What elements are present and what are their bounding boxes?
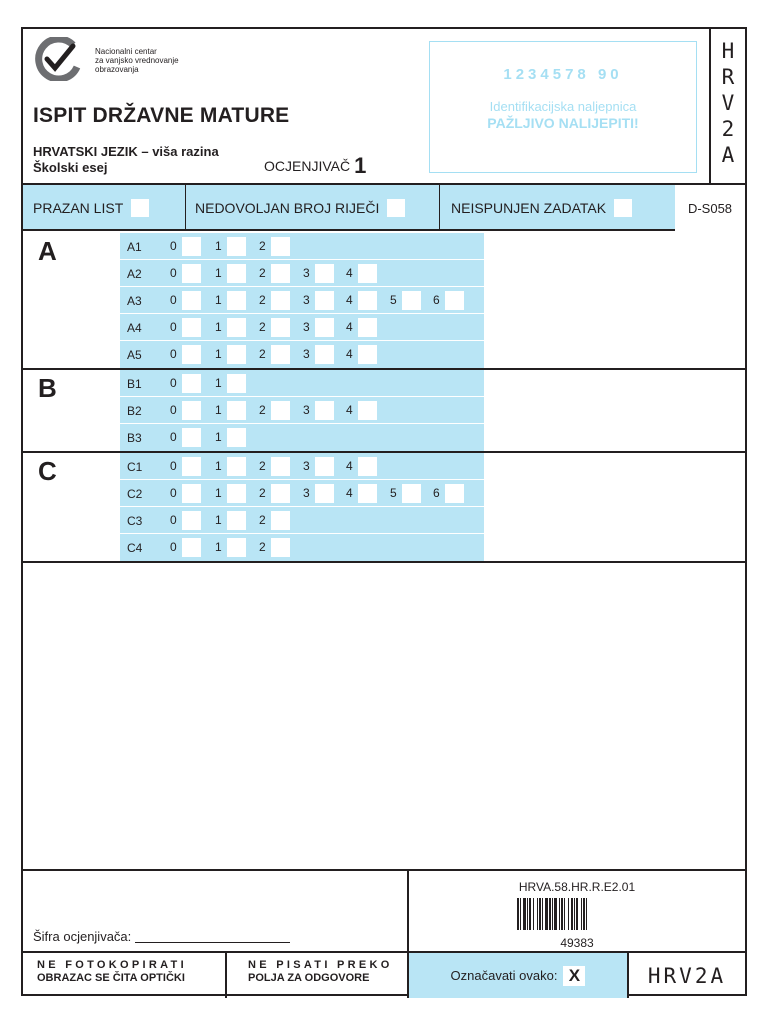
ncvvo-logo-icon (33, 37, 85, 81)
score-value: 3 (303, 486, 310, 500)
score-value: 4 (346, 459, 353, 473)
score-checkbox[interactable] (315, 401, 334, 420)
exam-title: ISPIT DRŽAVNE MATURE (33, 104, 290, 127)
task-label: C3 (127, 514, 143, 528)
id-sticker-area[interactable] (429, 41, 697, 173)
score-checkbox[interactable] (271, 264, 290, 283)
empty-sheet-checkbox[interactable] (131, 199, 149, 217)
score-checkbox[interactable] (358, 318, 377, 337)
score-row (120, 397, 484, 424)
insufficient-words-checkbox[interactable] (387, 199, 405, 217)
score-checkbox[interactable] (315, 345, 334, 364)
score-value: 0 (170, 540, 177, 554)
score-checkbox[interactable] (182, 374, 201, 393)
score-value: 1 (215, 293, 222, 307)
score-checkbox[interactable] (182, 484, 201, 503)
score-checkbox[interactable] (227, 538, 246, 557)
score-checkbox[interactable] (358, 345, 377, 364)
score-value: 1 (215, 239, 222, 253)
score-value: 0 (170, 486, 177, 500)
score-value: 3 (303, 459, 310, 473)
score-row (120, 287, 484, 314)
score-checkbox[interactable] (271, 511, 290, 530)
score-checkbox[interactable] (227, 374, 246, 393)
task-label: A1 (127, 240, 142, 254)
score-checkbox[interactable] (182, 538, 201, 557)
score-value: 1 (215, 513, 222, 527)
score-block (120, 370, 484, 451)
score-checkbox[interactable] (182, 237, 201, 256)
score-value: 1 (215, 430, 222, 444)
footer (23, 869, 745, 996)
unfinished-task-checkbox[interactable] (614, 199, 632, 217)
barcode-area (409, 871, 745, 953)
score-checkbox[interactable] (315, 318, 334, 337)
status-row (23, 185, 745, 231)
sticker-digits: 1234578 90 (503, 66, 623, 83)
score-value: 1 (215, 347, 222, 361)
score-checkbox[interactable] (271, 457, 290, 476)
score-value: 0 (170, 347, 177, 361)
score-checkbox[interactable] (271, 291, 290, 310)
score-checkbox[interactable] (358, 264, 377, 283)
task-label: C4 (127, 541, 143, 555)
score-checkbox[interactable] (271, 345, 290, 364)
score-value: 1 (215, 320, 222, 334)
score-checkbox[interactable] (182, 511, 201, 530)
score-checkbox[interactable] (227, 291, 246, 310)
section-b (23, 370, 745, 453)
section-letter: C (38, 456, 57, 486)
score-checkbox[interactable] (227, 484, 246, 503)
answer-sheet (21, 27, 747, 996)
barcode-icon (517, 898, 637, 930)
score-checkbox[interactable] (271, 538, 290, 557)
task-label: B2 (127, 404, 142, 418)
score-value: 5 (390, 293, 397, 307)
score-value: 1 (215, 376, 222, 390)
score-row (120, 260, 484, 287)
score-checkbox[interactable] (315, 291, 334, 310)
score-checkbox[interactable] (227, 345, 246, 364)
section-a (23, 233, 745, 370)
score-checkbox[interactable] (182, 345, 201, 364)
form-code: HRVA.58.HR.R.E2.01 (518, 880, 636, 894)
score-value: 6 (433, 293, 440, 307)
task-label: A5 (127, 348, 142, 362)
score-row (120, 314, 484, 341)
status-empty: PRAZAN LIST (33, 185, 149, 231)
mark-example-box: X (563, 966, 585, 986)
score-checkbox[interactable] (358, 401, 377, 420)
score-value: 3 (303, 293, 310, 307)
score-row (120, 233, 484, 260)
score-checkbox[interactable] (227, 511, 246, 530)
subject: HRVATSKI JEZIK – viša razina Školski esej (33, 144, 219, 175)
score-value: 1 (215, 403, 222, 417)
task-label: A4 (127, 321, 142, 335)
no-write-notice: NE PISATI PREKO POLJA ZA ODGOVORE (227, 953, 409, 998)
barcode-number: 49383 (560, 936, 594, 950)
score-value: 4 (346, 486, 353, 500)
status-unfinished: NEISPUNJEN ZADATAK (451, 185, 632, 231)
score-value: 3 (303, 320, 310, 334)
score-checkbox[interactable] (271, 401, 290, 420)
score-checkbox[interactable] (227, 237, 246, 256)
score-value: 4 (346, 293, 353, 307)
sticker-warning: PAŽLJIVO NALIJEPITI! (487, 115, 639, 131)
score-block (120, 233, 484, 368)
score-checkbox[interactable] (358, 291, 377, 310)
score-value: 1 (215, 266, 222, 280)
score-value: 2 (259, 486, 266, 500)
score-value: 3 (303, 403, 310, 417)
status-code: D-S058 (675, 185, 745, 231)
footer-code: HRV2A (647, 963, 727, 988)
score-row (120, 480, 484, 507)
task-label: B1 (127, 377, 142, 391)
score-checkbox[interactable] (227, 457, 246, 476)
score-checkbox[interactable] (271, 237, 290, 256)
score-checkbox[interactable] (271, 484, 290, 503)
side-code: H R V 2 A (709, 29, 745, 185)
task-label: A3 (127, 294, 142, 308)
score-value: 1 (215, 540, 222, 554)
section-letter: A (38, 236, 57, 266)
score-checkbox[interactable] (227, 318, 246, 337)
score-checkbox[interactable] (182, 428, 201, 447)
score-value: 3 (303, 347, 310, 361)
task-label: C1 (127, 460, 143, 474)
score-value: 1 (215, 459, 222, 473)
score-value: 3 (303, 266, 310, 280)
score-checkbox[interactable] (402, 291, 421, 310)
score-value: 2 (259, 266, 266, 280)
score-row (120, 453, 484, 480)
score-value: 6 (433, 486, 440, 500)
score-value: 1 (215, 486, 222, 500)
header (23, 29, 745, 185)
grader-number: 1 (354, 153, 367, 178)
score-checkbox[interactable] (227, 428, 246, 447)
score-value: 0 (170, 266, 177, 280)
score-value: 4 (346, 347, 353, 361)
score-value: 2 (259, 293, 266, 307)
score-value: 0 (170, 293, 177, 307)
score-value: 0 (170, 430, 177, 444)
score-value: 2 (259, 513, 266, 527)
score-checkbox[interactable] (182, 401, 201, 420)
score-checkbox[interactable] (271, 318, 290, 337)
score-checkbox[interactable] (445, 484, 464, 503)
score-row (120, 341, 484, 368)
score-value: 2 (259, 540, 266, 554)
score-checkbox[interactable] (227, 401, 246, 420)
score-value: 2 (259, 403, 266, 417)
score-checkbox[interactable] (182, 291, 201, 310)
task-label: C2 (127, 487, 143, 501)
score-value: 0 (170, 320, 177, 334)
score-value: 2 (259, 347, 266, 361)
score-checkbox[interactable] (182, 264, 201, 283)
task-label: B3 (127, 431, 142, 445)
score-value: 2 (259, 239, 266, 253)
organization-name: Nacionalni centar za vanjsko vrednovanje obrazovanja (95, 47, 179, 74)
sticker-label: Identifikacijska naljepnica (489, 99, 637, 114)
score-value: 5 (390, 486, 397, 500)
score-checkbox[interactable] (402, 484, 421, 503)
score-row (120, 424, 484, 451)
section-c (23, 453, 745, 563)
score-value: 4 (346, 403, 353, 417)
score-checkbox[interactable] (358, 457, 377, 476)
score-row (120, 370, 484, 397)
score-checkbox[interactable] (445, 291, 464, 310)
score-checkbox[interactable] (315, 457, 334, 476)
score-checkbox[interactable] (182, 318, 201, 337)
score-block (120, 453, 484, 561)
score-row (120, 534, 484, 561)
score-value: 0 (170, 459, 177, 473)
score-row (120, 507, 484, 534)
grader-label: OCJENJIVAČ 1 (264, 153, 367, 178)
score-value: 2 (259, 320, 266, 334)
grader-code-area (23, 871, 409, 953)
score-checkbox[interactable] (315, 264, 334, 283)
score-value: 2 (259, 459, 266, 473)
section-letter: B (38, 373, 57, 403)
score-value: 0 (170, 403, 177, 417)
score-checkbox[interactable] (358, 484, 377, 503)
mark-example: Označavati ovako: X (409, 953, 629, 998)
score-checkbox[interactable] (315, 484, 334, 503)
score-checkbox[interactable] (182, 457, 201, 476)
status-words: NEDOVOLJAN BROJ RIJEČI (195, 185, 405, 231)
score-value: 0 (170, 239, 177, 253)
grader-code-field[interactable]: Šifra ocjenjivača: (33, 929, 290, 944)
no-copy-notice: NE FOTOKOPIRATI OBRAZAC SE ČITA OPTIČKI (23, 953, 227, 998)
score-value: 0 (170, 513, 177, 527)
task-label: A2 (127, 267, 142, 281)
score-checkbox[interactable] (227, 264, 246, 283)
score-value: 4 (346, 320, 353, 334)
score-value: 4 (346, 266, 353, 280)
score-value: 0 (170, 376, 177, 390)
